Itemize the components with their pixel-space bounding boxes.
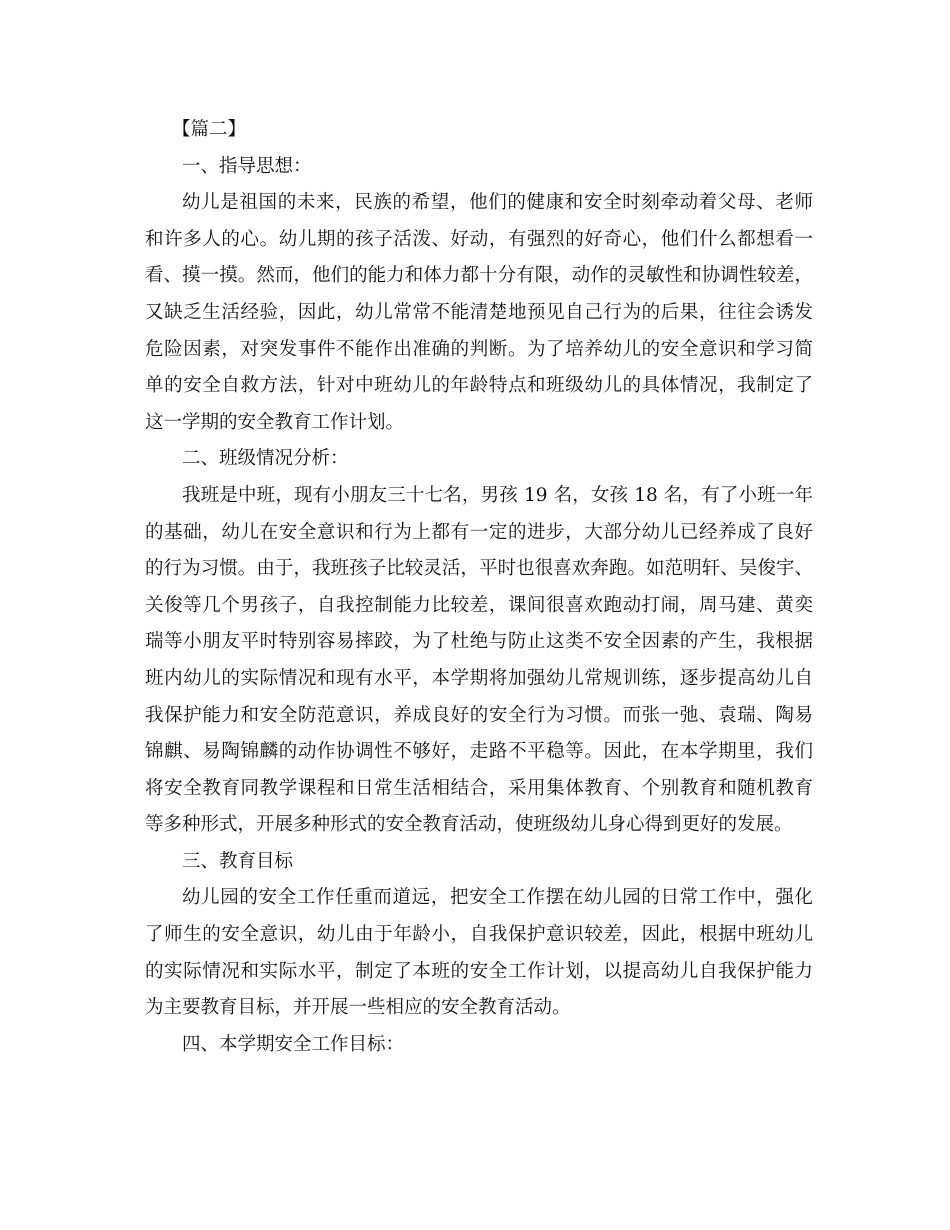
document-body (145, 112, 813, 1063)
paragraph-line: 看、摸一摸。然而，他们的能力和体力都十分有限，动作的灵敏性和协调性较差， (145, 265, 813, 287)
paragraph-line: 这一学期的安全教育工作计划。 (145, 411, 405, 433)
paragraph-line: 单的安全自救方法，针对中班幼儿的年龄特点和班级幼儿的具体情况，我制定了 (145, 375, 813, 397)
paragraph-line: 了师生的安全意识，幼儿由于年龄小，自我保护意识较差，因此，根据中班幼儿 (145, 924, 813, 946)
section-heading: 二、班级情况分析： (182, 448, 349, 470)
section-heading: 一、指导思想： (182, 155, 312, 177)
paragraph-line: 我保护能力和安全防范意识，养成良好的安全行为习惯。而张一弛、袁瑞、陶易 (145, 704, 813, 726)
paragraph-line: 班内幼儿的实际情况和现有水平，本学期将加强幼儿常规训练，逐步提高幼儿自 (145, 667, 813, 689)
paragraph-line: 的行为习惯。由于，我班孩子比较灵活，平时也很喜欢奔跑。如范明轩、吴俊宇、 (145, 558, 813, 580)
paragraph-line: 幼儿是祖国的未来，民族的希望，他们的健康和安全时刻牵动着父母、老师 (182, 192, 813, 214)
part-title: 【篇二】 (172, 119, 247, 140)
paragraph-line: 为主要教育目标，并开展一些相应的安全教育活动。 (145, 997, 571, 1019)
section-heading: 四、本学期安全工作目标： (182, 1033, 405, 1055)
paragraph-line: 瑞等小朋友平时特别容易摔跤，为了杜绝与防止这类不安全因素的产生，我根据 (145, 631, 813, 653)
paragraph-line: 幼儿园的安全工作任重而道远，把安全工作摆在幼儿园的日常工作中，强化 (182, 887, 813, 909)
paragraph-line: 我班是中班，现有小朋友三十七名，男孩 19 名，女孩 18 名，有了小班一年 (182, 484, 813, 506)
paragraph-line: 又缺乏生活经验，因此，幼儿常常不能清楚地预见自己行为的后果，往往会诱发 (145, 301, 813, 323)
paragraph-line: 关俊等几个男孩子，自我控制能力比较差，课间很喜欢跑动打闹，周马建、黄奕 (145, 594, 813, 616)
paragraph-line: 的实际情况和实际水平，制定了本班的安全工作计划，以提高幼儿自我保护能力 (145, 960, 813, 982)
paragraph-line: 锦麒、易陶锦麟的动作协调性不够好，走路不平稳等。因此，在本学期里，我们 (145, 741, 813, 763)
paragraph-line: 和许多人的心。幼儿期的孩子活泼、好动，有强烈的好奇心，他们什么都想看一 (145, 228, 813, 250)
paragraph-line: 等多种形式，开展多种形式的安全教育活动，使班级幼儿身心得到更好的发展。 (145, 814, 793, 836)
paragraph-line: 将安全教育同教学课程和日常生活相结合，采用集体教育、个别教育和随机教育 (145, 777, 813, 799)
paragraph-line: 的基础，幼儿在安全意识和行为上都有一定的进步，大部分幼儿已经养成了良好 (145, 521, 813, 543)
paragraph-line: 危险因素，对突发事件不能作出准确的判断。为了培养幼儿的安全意识和学习简 (145, 338, 813, 360)
section-heading: 三、教育目标 (182, 850, 294, 872)
